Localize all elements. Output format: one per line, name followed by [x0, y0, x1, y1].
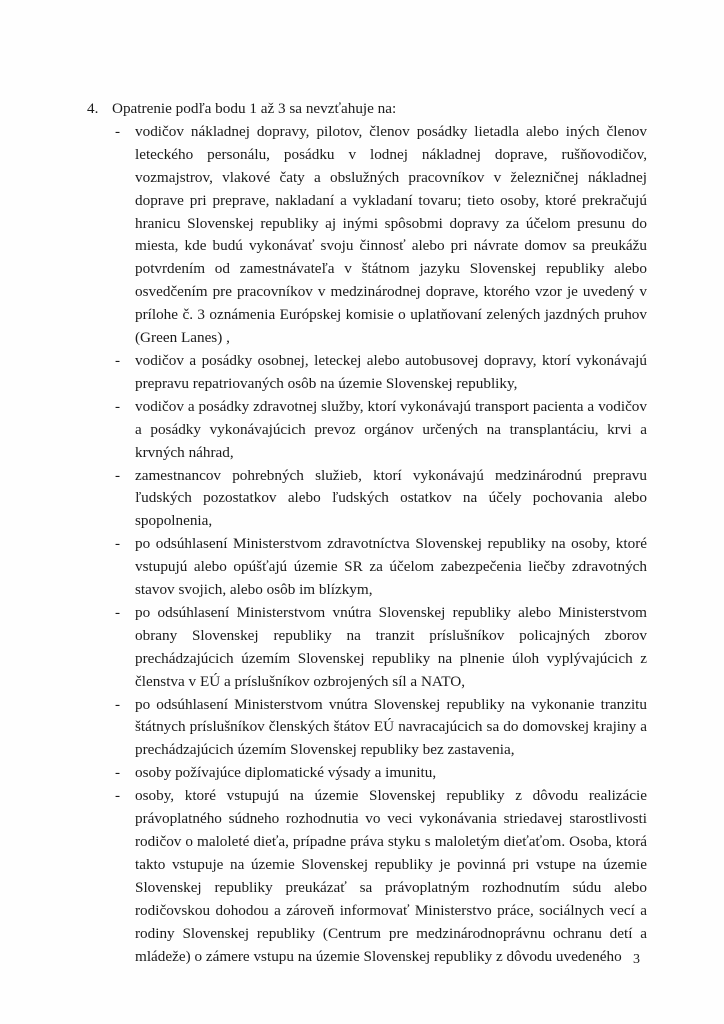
list-item [112, 694, 647, 763]
exemption-list [112, 121, 647, 969]
bullet-dash: - [115, 603, 121, 621]
section-title: Opatrenie podľa bodu 1 až 3 sa nevzťahuje na: [112, 100, 397, 117]
list-item-text: vodičov a posádky osobnej, leteckej alebo autobusovej dopravy, ktorí vykonávajú prepravu repatriovaných osôb na územie Slovenskej republiky, [135, 351, 647, 392]
list-item [112, 602, 647, 694]
bullet-dash: - [115, 695, 121, 713]
list-item-text: osoby, ktoré vstupujú na územie Slovenskej republiky z dôvodu realizácie právoplatného súdneho rozhodnutia vo veci vykonávania striedavej starostlivosti rodičov o maloleté dieťa, prípadne práva styku s maloletým dieťaťom. Osoba, ktorá takto vstupuje na územie Slovenskej republiky je povinná pri vstupe na územie Slovenskej republiky preukázať sa právoplatným rozhodnutím súdu alebo rodičovskou dohodou a zároveň informovať Ministerstvo práce, sociálnych vecí a rodiny Slovenskej republiky (Centrum pre medzinárodnoprávnu ochranu detí a mládeže) o zámere vstupu na územie Slovenskej republiky z dôvodu uvedeného [135, 787, 647, 965]
bullet-dash: - [115, 351, 121, 369]
list-item-text: po odsúhlasení Ministerstvom vnútra Slovenskej republiky na vykonanie tranzitu štátnych príslušníkov členských štátov EÚ navracajúcich sa do domovskej krajiny a prechádzajúcich územím Slovenskej republiky bez zastavenia, [135, 695, 647, 759]
bullet-dash: - [115, 466, 121, 484]
list-item [112, 350, 647, 396]
section-number: 4. [87, 100, 99, 117]
section-heading [87, 98, 647, 121]
list-item [112, 533, 647, 602]
list-item-text: vodičov nákladnej dopravy, pilotov, členov posádky lietadla alebo iných členov leteckého personálu, posádku v lodnej nákladnej doprave, rušňovodičov, vozmajstrov, vlakové čaty a obslužných pracovníkov v železničnej nákladnej doprave pri preprave, nakladaní a vykladaní tovaru; tieto osoby, ktoré prekračujú hranicu Slovenskej republiky aj inými spôsobmi dopravy za účelom presunu do miesta, kde budú vykonávať svoju činnosť alebo pri návrate domov sa preukážu potvrdením od zamestnávateľa v štátnom jazyku Slovenskej republiky alebo osvedčením pre pracovníkov v medzinárodnej doprave, ktorého vzor je uvedený v prílohe č. 3 oznámenia Európskej komisie o uplatňovaní zelených jazdných pruhov (Green Lanes) , [135, 122, 647, 347]
list-item-text: zamestnancov pohrebných služieb, ktorí vykonávajú medzinárodnú prepravu ľudských pozostatkov alebo ľudských ostatkov na účely pochovania alebo spopolnenia, [135, 466, 647, 530]
list-item [112, 785, 647, 968]
section-4 [87, 98, 647, 968]
bullet-dash: - [115, 397, 121, 415]
list-item [112, 762, 647, 785]
list-item-text: po odsúhlasení Ministerstvom vnútra Slovenskej republiky alebo Ministerstvom obrany Slovenskej republiky na tranzit príslušníkov policajných zborov prechádzajúcich územím Slovenskej republiky na plnenie úloh vyplývajúcich z členstva v EÚ a príslušníkov ozbrojených síl a NATO, [135, 603, 647, 690]
bullet-dash: - [115, 764, 121, 782]
list-item-text: vodičov a posádky zdravotnej služby, ktorí vykonávajú transport pacienta a vodičov a posádky vykonávajúcich prevoz orgánov určených na transplantáciu, krvi a krvných náhrad, [135, 397, 647, 461]
list-item [112, 121, 647, 350]
bullet-dash: - [115, 787, 121, 805]
list-item [112, 396, 647, 465]
page-number: 3 [633, 952, 640, 967]
list-item-text: po odsúhlasení Ministerstvom zdravotníctva Slovenskej republiky na osoby, ktoré vstupujú alebo opúšťajú územie SR za účelom zabezpečenia liečby zdravotných stavov svojich, alebo osôb im blízkym, [135, 535, 647, 599]
bullet-dash: - [115, 535, 121, 553]
list-item-text: osoby požívajúce diplomatické výsady a imunitu, [135, 764, 437, 782]
list-item [112, 465, 647, 534]
bullet-dash: - [115, 122, 121, 140]
